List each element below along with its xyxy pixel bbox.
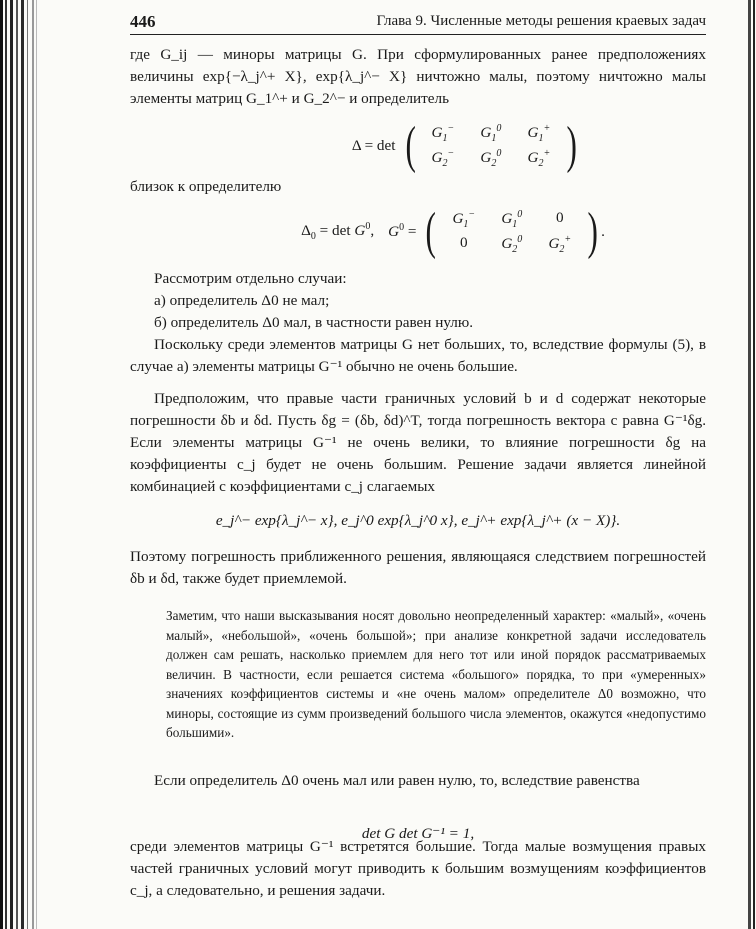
case-a: а) определитель Δ0 не мал; (154, 292, 330, 309)
formula-det-identity: det G det G⁻¹ = 1, (361, 825, 475, 842)
cases-list (130, 268, 706, 334)
cases-intro: Рассмотрим отдельно случаи: (154, 270, 347, 287)
scan-edge-right (742, 0, 756, 929)
paragraph-5: Поэтому погрешность приближенного решения, являющаяся следствием погрешностей δb и δd, также будет приемлемой. (130, 548, 706, 587)
page-number: 446 (130, 12, 156, 31)
formula-delta0: $\Delta_0 = \det G^0$, $G^0$ = ( $G_1^-$ $G_1^0$ 0 0 $G_2^0$ $G_2^+$ ) . (301, 203, 605, 260)
scan-edge-left (0, 0, 40, 929)
paragraph-4: Предположим, что правые части граничных условий b и d содержат некоторые погрешности δb и δd. Пусть δg = (δb, δd)^T, тогда погрешность вектора c равна G⁻¹δg. Если элементы матрицы G⁻¹ не очень велики, то влияние погрешности δg на коэффициенты c_j будет не очень большим. Решение задачи является линейной комбинацией с коэффициентами c_j слагаемых (130, 390, 706, 495)
case-b: б) определитель Δ0 мал, в частности равен нулю. (154, 314, 473, 331)
paragraph-1: где G_ij — миноры матрицы G. При сформулированных ранее предположениях величины exp{−λ_j^+ X}, exp{λ_j^− X} ничтожно малы, поэтому ничтожно малы элементы матриц G_1^+ и G_2^− и определитель (130, 46, 706, 107)
running-header (130, 12, 706, 35)
paragraph-6: Если определитель Δ0 очень мал или равен нулю, то, вследствие равенства (154, 772, 640, 789)
chapter-title: Глава 9. Численные методы решения краевых задач (376, 13, 706, 29)
paragraph-2: близок к определителю (130, 178, 282, 195)
formula-terms: e_j^− exp{λ_j^− x}, e_j^0 exp{λ_j^0 x}, e_j^+ exp{λ_j^+ (x − X)}. (215, 512, 621, 529)
small-print-note: Заметим, что наши высказывания носят довольно неопределенный характер: «малый», «очень малый», «небольшой», «очень большой»; при анализе конкретной задачи исследователь должен сам решать, насколько приемлем для него тот или иной порядок рассматриваемых величин. В частности, если решается система «большого» порядка, то при «умеренных» значениях коэффициентов системы и «не очень малом» определителе Δ0 возможно, что миноры, состоящие из сумм произведений большого числа элементов, окажутся «недопустимо большими». (166, 608, 706, 740)
formula-delta: Δ = det ( $G_1^-$ $G_1^0$ $G_1^+$ $G_2^-$ $G_2^0$ $G_2^+$ ) (351, 117, 577, 174)
paragraph-3: Поскольку среди элементов матрицы G нет больших, то, вследствие формулы (5), в случае а) элементы матрицы G⁻¹ обычно не очень большие. (130, 336, 706, 375)
paragraph-7: среди элементов матрицы G⁻¹ встретятся большие. Тогда малые возмущения правых частей граничных условий могут приводить к большим возмущениям коэффициентов c_j, а следовательно, и решения задачи. (130, 838, 706, 899)
